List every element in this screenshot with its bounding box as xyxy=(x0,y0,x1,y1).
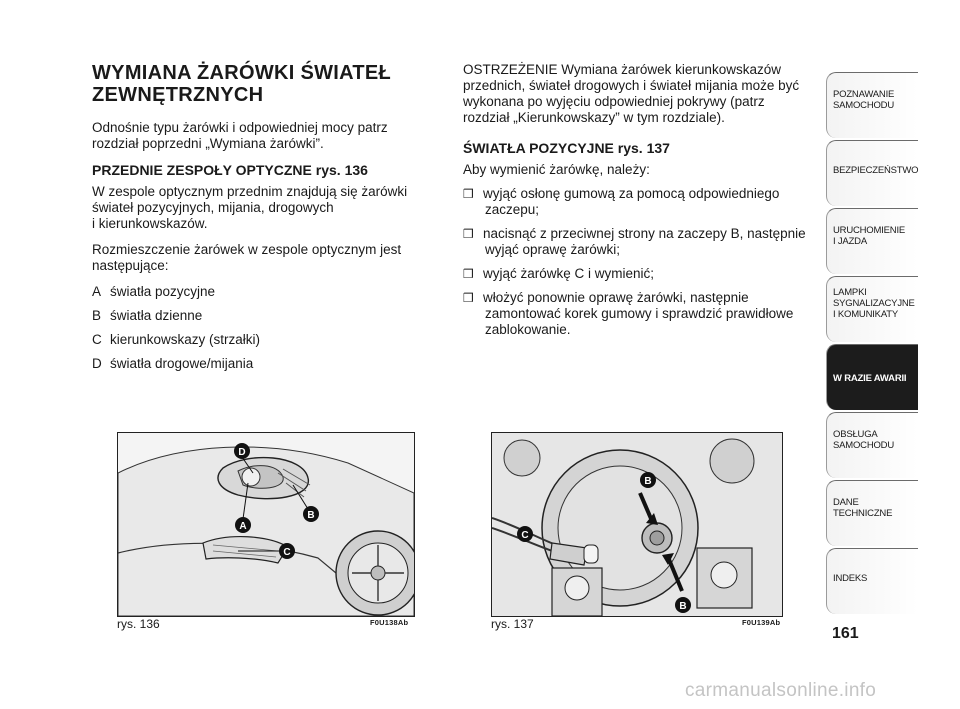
marker-d xyxy=(234,443,250,459)
tab-lampki-sygnalizacyjne[interactable]: LAMPKI SYGNALIZACYJNE I KOMUNIKATY xyxy=(826,276,918,342)
steps-lead: Aby wymienić żarówkę, należy: xyxy=(463,162,650,177)
marker-b-top xyxy=(640,472,656,488)
figure-caption: rys. 136 xyxy=(117,617,160,631)
chapter-tabs xyxy=(826,72,918,616)
svg-text:B: B xyxy=(679,601,687,612)
figure-front-headlamp xyxy=(117,432,415,617)
marker-c xyxy=(517,526,533,542)
tab-indeks[interactable]: INDEKS xyxy=(826,548,918,614)
checkbox-bullet-icon: ❒ xyxy=(463,291,474,305)
intro-paragraph: Odnośnie typu żarówki i odpowiedniej mocy patrz rozdział poprzedni „Wymiana żarówki”. xyxy=(92,120,388,151)
page-title: WYMIANA ŻARÓWKI ŚWIATEŁ ZEWNĘTRZNYCH xyxy=(92,62,392,106)
legend-item: C kierunkowskazy (strzałki) xyxy=(92,332,261,347)
legend-item: B światła dzienne xyxy=(92,308,203,323)
page-number: 161 xyxy=(832,625,859,642)
svg-text:B: B xyxy=(644,476,652,487)
marker-a xyxy=(235,517,251,533)
tab-obsluga-samochodu[interactable]: OBSŁUGA SAMOCHODU xyxy=(826,412,918,478)
paragraph-front-lights: W zespole optycznym przednim znajdują się żarówki świateł pozycyjnych, mijania, drogowych i kierunkowskazów. xyxy=(92,184,408,231)
svg-text:A: A xyxy=(239,521,247,532)
warning-paragraph: OSTRZEŻENIE Wymiana żarówek kierunkowskazów przednich, świateł drogowych i świateł mijania może być wykonana po wyjęciu odpowiedniej pokrywy (patrz rozdział „Kierunkowskazy” w tym rozdziale). xyxy=(463,62,800,125)
svg-text:B: B xyxy=(307,510,315,521)
tab-dane-techniczne[interactable]: DANE TECHNICZNE xyxy=(826,480,918,546)
left-column xyxy=(92,62,432,380)
svg-text:C: C xyxy=(521,530,529,541)
tab-bezpieczenstwo[interactable]: BEZPIECZEŃSTWO xyxy=(826,140,918,206)
figure-code: F0U139Ab xyxy=(742,618,781,627)
svg-text:D: D xyxy=(238,447,246,458)
step-item: ❒ nacisnąć z przeciwnej strony na zaczepy B, następnie wyjąć oprawę żarówki; xyxy=(463,226,806,257)
section-title-front-lights: PRZEDNIE ZESPOŁY OPTYCZNE rys. 136 xyxy=(92,162,368,178)
marker-c xyxy=(279,543,295,559)
checkbox-bullet-icon: ❒ xyxy=(463,187,474,201)
step-item: ❒ wyjąć żarówkę C i wymienić; xyxy=(463,266,655,281)
tab-uruchomienie-i-jazda[interactable]: URUCHOMIENIE I JAZDA xyxy=(826,208,918,274)
right-column xyxy=(463,62,808,346)
tab-w-razie-awarii[interactable]: W RAZIE AWARII xyxy=(826,344,918,410)
figure-caption: rys. 137 xyxy=(491,617,534,631)
legend-item: D światła drogowe/mijania xyxy=(92,356,254,371)
step-item: ❒ włożyć ponownie oprawę żarówki, następnie zamontować korek gumowy i sprawdzić prawidłowe zablokowanie. xyxy=(463,290,794,337)
legend-item: A światła pozycyjne xyxy=(92,284,216,299)
svg-text:C: C xyxy=(283,547,291,558)
paragraph-layout: Rozmieszczenie żarówek w zespole optycznym jest następujące: xyxy=(92,242,402,273)
tab-poznawanie-samochodu[interactable]: POZNAWANIE SAMOCHODU xyxy=(826,72,918,138)
bulb-holder-illustration xyxy=(492,433,782,616)
section-title-position-lights: ŚWIATŁA POZYCYJNE rys. 137 xyxy=(463,140,670,156)
checkbox-bullet-icon: ❒ xyxy=(463,227,474,241)
watermark: carmanualsonline.info xyxy=(685,680,877,701)
step-item: ❒ wyjąć osłonę gumową za pomocą odpowiedniego zaczepu; xyxy=(463,186,780,217)
marker-b xyxy=(303,506,319,522)
checkbox-bullet-icon: ❒ xyxy=(463,267,474,281)
figure-code: F0U138Ab xyxy=(370,618,409,627)
figure-position-bulb xyxy=(491,432,783,617)
marker-b-bottom xyxy=(675,597,691,613)
headlamp-illustration xyxy=(118,433,414,616)
